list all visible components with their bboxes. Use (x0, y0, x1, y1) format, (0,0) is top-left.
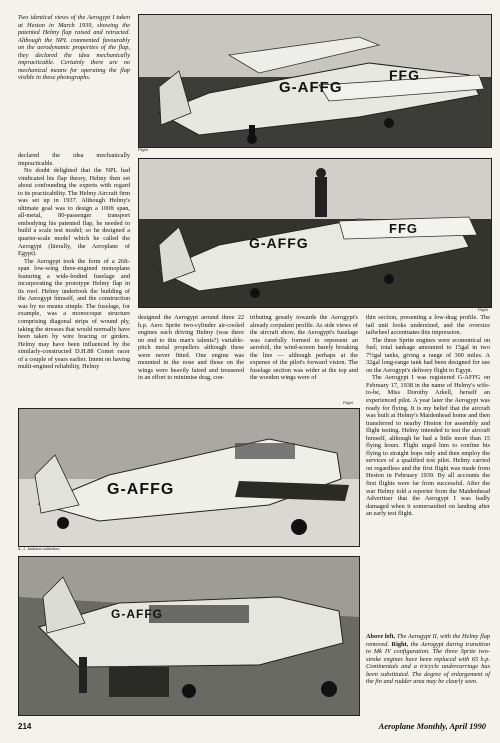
paragraph: No doubt delighted that the NPL had vindicated his flap theory, Helmy then set about confounding the experts with regard to its practicability. The Helmy Aircraft firm was set up in 1937. Although Helmy's ultimate goal was to design a 100ft span, all-metal, 80-passenger transport embodying his patented flap, he needed to build a scale test model; so he designed a quarter-scale model which he called the Aerogypt (literally, the Aeroplane of Egypt). (18, 167, 130, 258)
aircraft-illustration-3 (19, 409, 359, 546)
aircraft-illustration-4 (19, 557, 359, 715)
registration-marking: G-AFFG (249, 235, 309, 251)
top-photo-caption (18, 14, 130, 82)
aircraft-illustration-2 (139, 159, 491, 307)
paragraph: thin section, presenting a low-drag profile. The tail unit looks undersized, and the oversize tailwheel accentuates this impression. (366, 314, 490, 337)
paragraph: The Aerogypt I was registered G-AFFG on February 17, 1938 in the name of Helmy's wife-to-be, Miss Dorothy Arkell, herself an experienced pilot. A year later the Aerogypt was ready for flying. It is my belief that the aircraft was built at Helmy's Maidenhead home and then transferred to nearby Heston for assembly and flight testing. Helmy intended to test the aircraft himself, although he had a little more than 15 flying hours. Flight urged him to confine his flying to straight hops only and then employ the services of a qualified test pilot. Helmy carried on regardless and the first flight was made from Heston in February 1939. By all accounts the first flights were far from successful. After the war Helmy told a reporter from the Maidenhead Advertiser that the Aerogypt I was badly damaged when it somersaulted on landing after an early test flight. (366, 374, 490, 518)
photo-aerogypt-flap-raised (138, 14, 492, 148)
middle-column-2 (250, 314, 358, 382)
photo-credit-3: Flight (343, 400, 353, 405)
photo-credit-4: A. J. Jackson collection (18, 546, 60, 551)
paragraph: declared the idea mechanically impracticable. (18, 152, 130, 167)
photo-aerogypt-flap-retracted (138, 158, 492, 308)
registration-marking: G-AFFG (107, 481, 175, 498)
paragraph: tributing greatly towards the Aerogypt's already corpulent profile. As side views of the aircraft show, the Aerogypt's fuselage was carefully formed to represent an aerofoil, the wind-screen barely breaking the line — although perhaps at the expense of the pilot's forward vision. The fuselage section was wider at the top and the wooden wings were of (250, 314, 358, 382)
photo-credit-2: Flight (478, 307, 488, 312)
left-column (18, 152, 130, 371)
paragraph: designed the Aerogypt around three 22 h.p. Aero Sprite two-cylinder air-cooled engines each driving Helmy (was there no end to this man's talents?) variable-pitch metal propellers although these were never fitted. One engine was mounted in the nose and those on the wings were heavily faired and trousered in an effort to minimise drag, con- (138, 314, 244, 382)
caption-text: The Aerogypt II, with the Helmy flap removed. (366, 633, 490, 648)
middle-column-1 (138, 314, 244, 382)
caption-text: the Aerogypt during transition to Mk IV configuration. The three Sprite two-stroke engines have been replaced with 65 h.p. Continentals and a tricycle undercarriage has been substituted. The degree of enlargement of the fin and rudder area may be clearly seen. (366, 640, 490, 686)
photo-aerogypt-ii (18, 408, 360, 547)
wing-marking: FFG (389, 221, 418, 236)
wing-marking: FFG (389, 67, 420, 83)
bottom-photo-caption (366, 633, 490, 686)
page-number: 214 (18, 722, 32, 731)
caption-lead: Right, (391, 640, 409, 648)
registration-marking: G-AFFG (111, 607, 163, 621)
registration-marking: G-AFFG (279, 79, 343, 96)
bottom-caption-text (366, 633, 490, 686)
right-column (366, 314, 490, 518)
top-caption-text: Two identical views of the Aerogypt I taken at Heston in March 1939, showing the patented Helmy flap raised and retracted. Although the NPL commented favourably on the aerodynamic properties of the flap, they declared the idea mechanically impracticable. Certainly there are no mechanical means for operating the flap visible in these photographs. (18, 14, 130, 82)
magazine-footer: Aeroplane Monthly, April 1990 (378, 722, 486, 731)
caption-lead: Above left, (366, 633, 396, 640)
photo-aerogypt-mk-iv-transition (18, 556, 360, 716)
photo-credit-1: Flight (138, 147, 148, 152)
paragraph: The three Sprite engines were economical on fuel; total tankage amounted to 15gal in two 7½gal tanks, giving a range of 300 miles. A 32gal long-range tank had been designed for use on the Aerogypt's delivery flight to Egypt. (366, 336, 490, 374)
paragraph: The Aerogypt took the form of a 26ft-span low-wing three-engined monoplane featuring a wide-bodied fuselage and incorporating the prototype Helmy flap in its roof. Helmy undertook the building of the Aerogypt himself, and the construction was by no means simple. The fuselage, for example, was a monocoque structure comprising diagonal strips of wound ply, taking the stresses that would normally have been taken by wire bracing or girders. Helmy may have been influenced by the similarly-constructed D.H.88 Comet racer of a couple of years earlier. Intent on having multi-engined reliability, Helmy (18, 257, 130, 371)
